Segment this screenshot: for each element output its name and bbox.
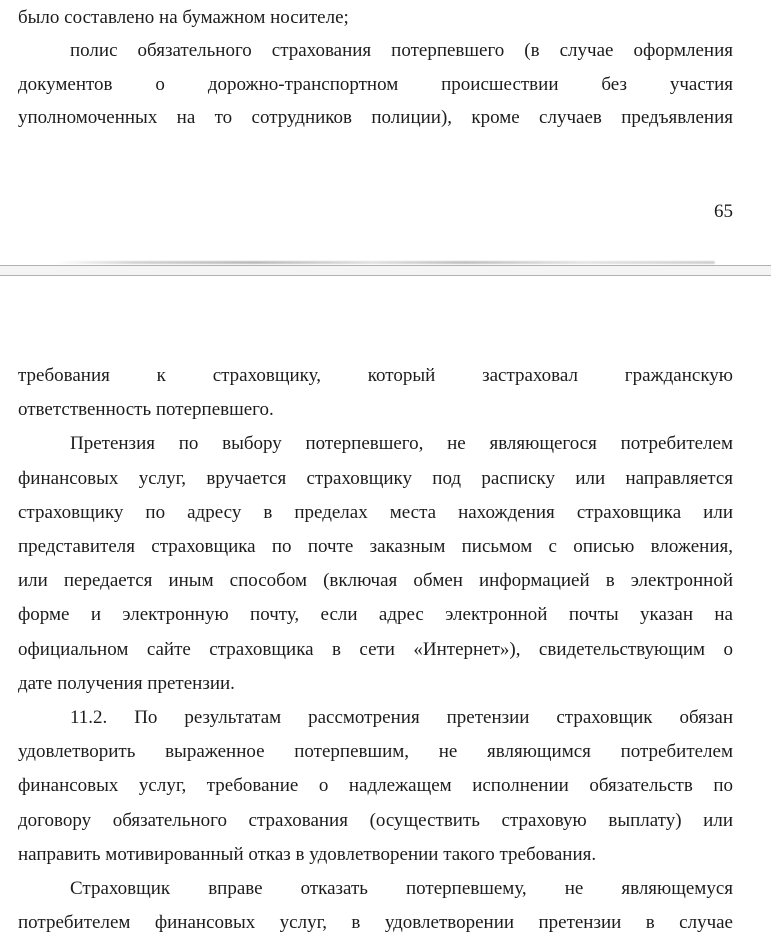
text-line: уполномоченных на то сотрудников полиции), кроме случаев предъявления <box>18 107 733 129</box>
text-line: финансовых услуг, требование о надлежащем исполнении обязательств по <box>18 775 733 797</box>
page-65 <box>0 0 771 265</box>
text-line: ответственность потерпевшего. <box>18 399 274 421</box>
text-line: страховщику по адресу в пределах места нахождения страховщика или <box>18 501 733 523</box>
text-line: форме и электронную почту, если адрес электронной почты указан на <box>18 604 733 626</box>
text-line: направить мотивированный отказ в удовлетворении такого требования. <box>18 843 597 865</box>
text-line: или передается иным способом (включая обмен информацией в электронной <box>18 570 733 592</box>
text-line: Претензия по выбору потерпевшего, не являющегося потребителем <box>70 433 733 455</box>
text-line: удовлетворить выраженное потерпевшим, не являющимся потребителем <box>18 741 733 763</box>
text-line: 11.2. По результатам рассмотрения претензии страховщик обязан <box>70 707 733 729</box>
page-number: 65 <box>714 200 733 222</box>
text-line: Страховщик вправе отказать потерпевшему, не являющемуся <box>70 878 733 900</box>
text-line: документов о дорожно-транспортном происшествии без участия <box>18 73 733 95</box>
scan-edge-artifact <box>55 261 715 264</box>
text-line: полис обязательного страхования потерпевшего (в случае оформления <box>70 40 733 62</box>
text-line: дате получения претензии. <box>18 672 235 694</box>
text-line: было составлено на бумажном носителе; <box>18 7 349 28</box>
text-line: требования к страховщику, который застраховал гражданскую <box>18 365 733 386</box>
page-separator <box>0 265 771 276</box>
page-66 <box>0 276 771 934</box>
text-line: договору обязательного страхования (осуществить страховую выплату) или <box>18 809 733 831</box>
text-line: финансовых услуг, вручается страховщику под расписку или направляется <box>18 467 733 489</box>
text-line: официальном сайте страховщика в сети «Интернет»), свидетельствующим о <box>18 638 733 660</box>
text-line-partial: потребителем финансовых услуг, в удовлетворении претензии в случае <box>18 912 733 934</box>
text-line: представителя страховщика по почте заказным письмом с описью вложения, <box>18 536 733 558</box>
